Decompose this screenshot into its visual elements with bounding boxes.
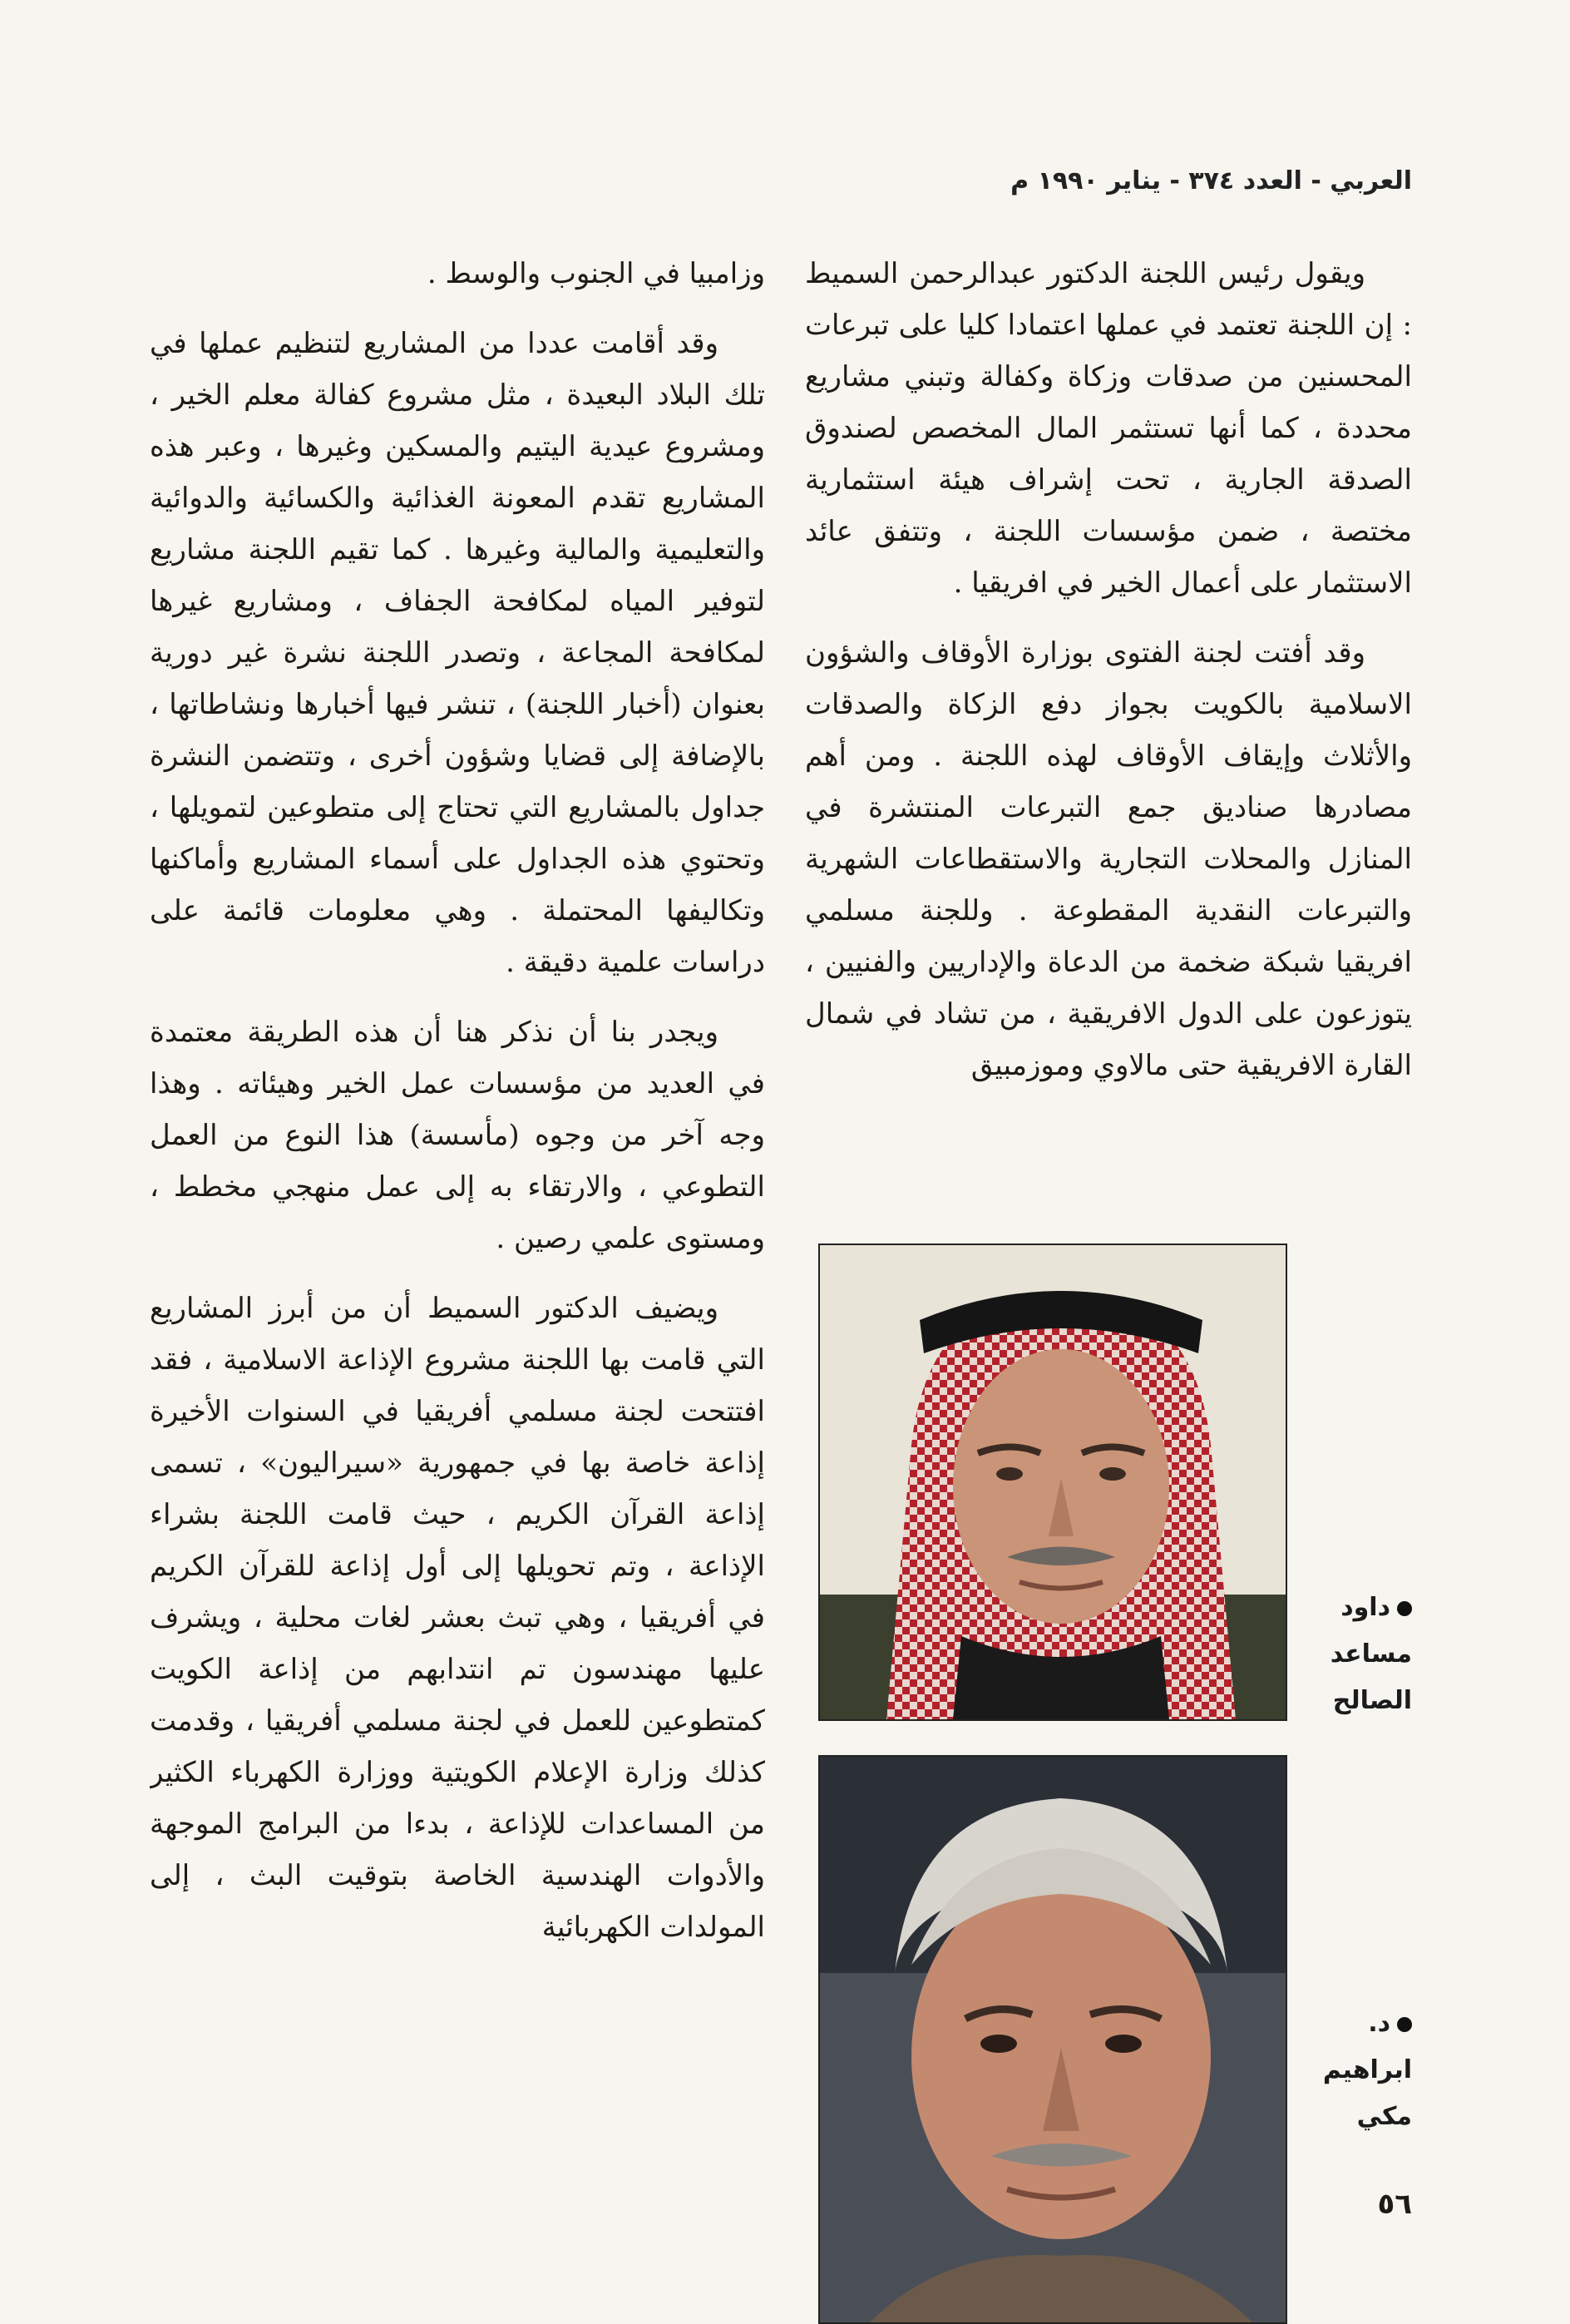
caption-line: ابراهيم — [1322, 2055, 1412, 2084]
caption-line: د. — [1368, 2009, 1390, 2038]
caption-line: داود — [1340, 1593, 1390, 1622]
portrait-dawood-image — [820, 1245, 1286, 1719]
paragraph: وزامبيا في الجنوب والوسط . — [427, 257, 765, 290]
running-head: العربي - العدد ٣٧٤ - يناير ١٩٩٠ م — [1010, 166, 1412, 195]
paragraph: ويضيف الدكتور السميط أن من أبرز المشاريع التي قامت بها اللجنة مشروع الإذاعة الاسلامية ، فقد افتتحت لجنة مسلمي أفريقيا في السنوات الأخيرة إذاعة خاصة بها في جمهورية «سيراليون» ، تسمى إذاعة القرآن الكريم ، حيث قامت اللجنة بشراء الإذاعة ، وتم تحويلها إلى أول إذاعة للقرآن الكريم في أفريقيا ، وهي تبث بعشر لغات محلية ، ويشرف عليها مهندسون تم انتدابهم من إذاعة الكويت كمتطوعين للعمل في لجنة مسلمي أفريقيا ، وقدمت كذلك وزارة الإعلام الكويتية ووزارة الكهرباء الكثير من المساعدات للإذاعة ، بدءا من البرامج الموجهة والأدوات الهندسية الخاصة بتوقيت البث ، إلى المولدات الكهربائية — [150, 1292, 765, 1944]
paragraph: وقد أقامت عددا من المشاريع لتنظيم عملها في تلك البلاد البعيدة ، مثل مشروع كفالة معلم الخير ، ومشروع عيدية اليتيم والمسكين وغيرها ، وعبر هذه المشاريع تقدم المعونة الغذائية والكسائية والدوائية والتعليمية والمالية وغيرها . كما تقيم اللجنة مشاريع لتوفير المياه لمكافحة الجفاف ، ومشاريع غيرها لمكافحة المجاعة ، وتصدر اللجنة نشرة غير دورية بعنوان (أخبار اللجنة) ، تنشر فيها أخبارها ونشاطاتها ، بالإضافة إلى قضايا وشؤون أخرى ، وتتضمن النشرة جداول بالمشاريع التي تحتاج إلى متطوعين لتمويلها ، وتحتوي هذه الجداول على أسماء المشاريع وأماكنها وتكاليفها المحتملة . وهي معلومات قائمة على دراسات علمية دقيقة . — [150, 327, 765, 979]
right-text-column — [805, 248, 1412, 1200]
caption-line: الصالح — [1332, 1686, 1412, 1715]
portrait-photo-makki — [818, 1755, 1287, 2324]
page-number: ٥٦ — [1377, 2188, 1412, 2221]
bullet-dot-icon — [1397, 2017, 1412, 2032]
paragraph: ويجدر بنا أن نذكر هنا أن هذه الطريقة معتمدة في العديد من مؤسسات عمل الخير وهيئاته . وهذا وجه آخر من وجوه (مأسسة) هذا النوع من العمل التطوعي ، والارتقاء به إلى عمل منهجي مخطط ، ومستوى علمي رصين . — [150, 1016, 765, 1255]
photo-caption-1 — [1304, 1585, 1412, 1724]
paragraph: وقد أفتت لجنة الفتوى بوزارة الأوقاف والشؤون الاسلامية بالكويت بجواز دفع الزكاة والصدقات والأثلاث وإيقاف الأوقاف لهذه اللجنة . ومن أهم مصادرها صناديق جمع التبرعات المنتشرة في المنازل والمحلات التجارية والاستقطاعات الشهرية والتبرعات النقدية المقطوعة . وللجنة مسلمي افريقيا شبكة ضخمة من الدعاة والإداريين والفنيين ، يتوزعون على الدول الافريقية ، من تشاد في شمال القارة الافريقية حتى مالاوي وموزمبيق — [805, 636, 1412, 1082]
portrait-photo-dawood — [818, 1244, 1287, 1721]
portrait-makki-image — [820, 1757, 1286, 2322]
caption-line: مكي — [1356, 2102, 1412, 2131]
left-text-column — [150, 248, 765, 2153]
photo-caption-2 — [1304, 2000, 1412, 2140]
bullet-dot-icon — [1397, 1601, 1412, 1616]
paragraph: ويقول رئيس اللجنة الدكتور عبدالرحمن السميط : إن اللجنة تعتمد في عملها اعتمادا كليا على تبرعات المحسنين من صدقات وزكاة وكفالة وتبني مشاريع محددة ، كما أنها تستثمر المال المخصص لصندوق الصدقة الجارية ، تحت إشراف هيئة استثمارية مختصة ، ضمن مؤسسات اللجنة ، وتتفق عائد الاستثمار على أعمال الخير في افريقيا . — [805, 257, 1412, 600]
caption-line: مساعد — [1330, 1639, 1412, 1669]
